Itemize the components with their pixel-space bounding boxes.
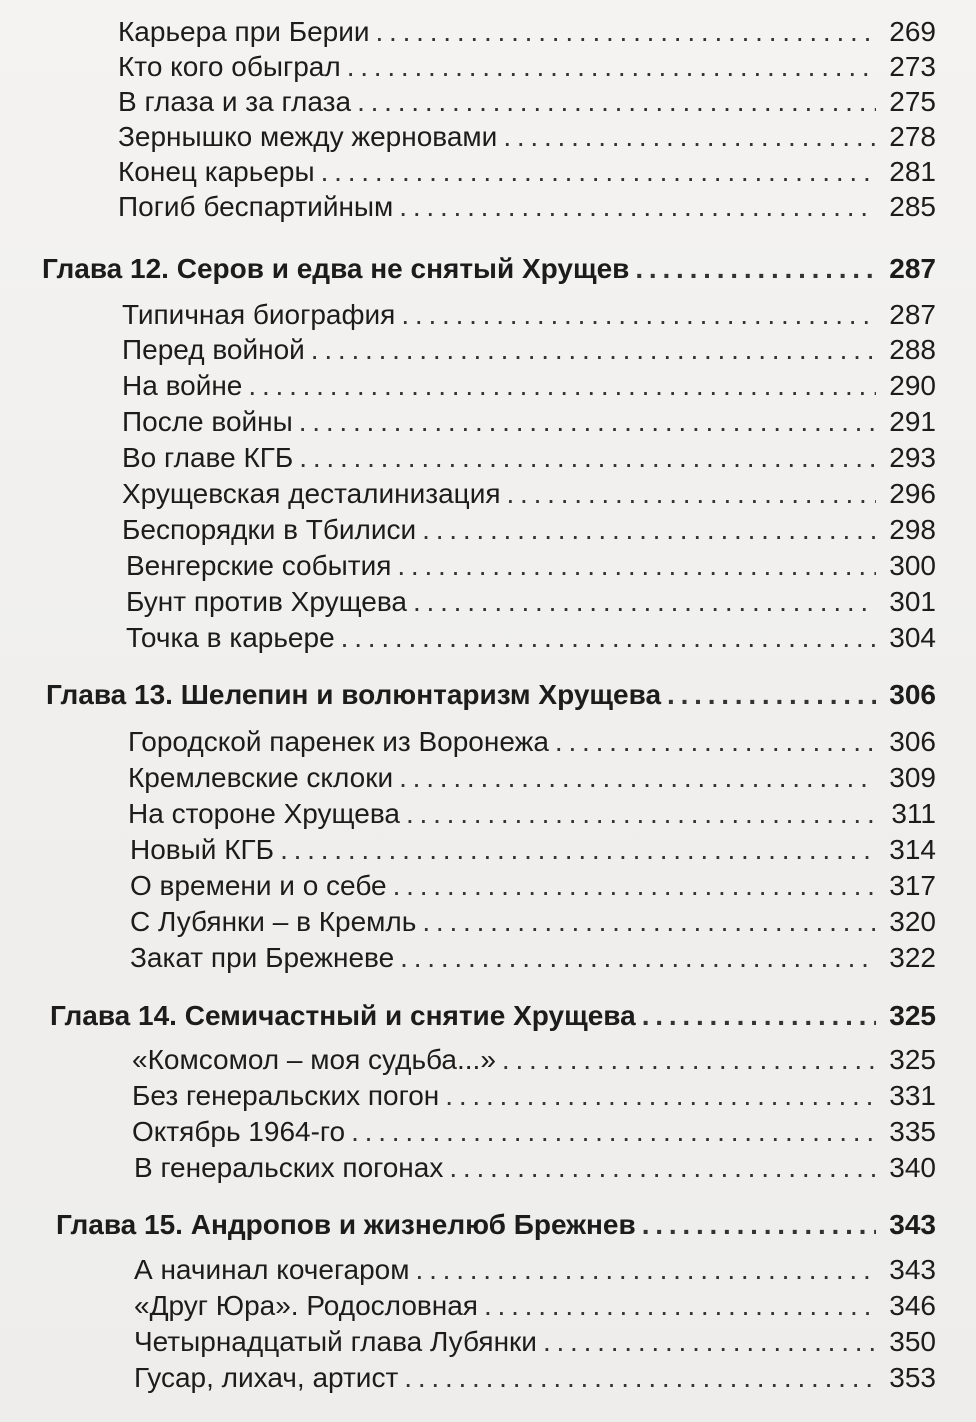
page-number: 340 [889,1152,936,1183]
toc-entry-row [118,86,936,118]
toc-entry-row [130,942,936,974]
page-number: 353 [889,1362,936,1393]
toc-entry-row [118,121,936,153]
dot-leader [422,906,876,938]
chapter-title: Глава 13. Шелепин и волюнтаризм Хрущева [46,679,662,710]
dot-leader [280,834,876,866]
page-number: 291 [889,406,936,437]
dot-leader [393,870,876,902]
toc-entry-row [126,586,936,618]
entry-title: В глаза и за глаза [118,86,352,117]
toc-entry-row [126,622,936,654]
toc-chapter-row [50,1000,936,1032]
dot-leader [543,1326,876,1358]
chapter-title: Глава 14. Семичастный и снятие Хрущева [50,1000,636,1031]
entry-title: Хрущевская десталинизация [122,478,501,509]
entry-title: После войны [122,406,293,437]
entry-title: Во главе КГБ [122,442,294,473]
toc-entry-row [134,1290,936,1322]
page-number: 322 [889,942,936,973]
page-number: 301 [889,586,936,617]
entry-title: Четырнадцатый глава Лубянки [134,1326,537,1357]
toc-entry-row [128,762,936,794]
entry-title: Бунт против Хрущева [126,586,407,617]
dot-leader [555,726,876,758]
page-number: 287 [889,299,936,330]
entry-title: А начинал кочегаром [134,1254,410,1285]
entry-title: На войне [122,370,243,401]
toc-entry-row [118,156,936,188]
page-number: 343 [889,1209,936,1240]
dot-leader [311,334,876,366]
toc-entry-row [126,550,936,582]
entry-title: Закат при Брежневе [130,942,395,973]
toc-entry-row [130,834,936,866]
toc-entry-row [122,478,936,510]
dot-leader [401,299,876,331]
page-number: 317 [889,870,936,901]
toc-entry-row [128,798,936,830]
page-number: 346 [889,1290,936,1321]
entry-title: Точка в карьере [126,622,335,653]
entry-title: Зернышко между жерновами [118,121,498,152]
page-number: 343 [889,1254,936,1285]
chapter-title: Глава 12. Серов и едва не снятый Хрущев [42,253,630,284]
toc-chapter-row [46,679,936,711]
dot-leader [357,86,876,118]
dot-leader [667,679,876,711]
dot-leader [445,1080,876,1112]
page-number: 314 [889,834,936,865]
dot-leader [397,550,876,582]
page-number: 275 [889,86,936,117]
dot-leader [413,586,876,618]
page-number: 278 [889,121,936,152]
dot-leader [341,622,876,654]
page-number: 350 [889,1326,936,1357]
toc-entry-row [122,442,936,474]
page-number: 306 [889,726,936,757]
entry-title: Венгерские события [126,550,392,581]
dot-leader [642,1209,876,1241]
entry-title: Беспорядки в Тбилиси [122,514,417,545]
dot-leader [416,1254,876,1286]
dot-leader [400,942,876,974]
toc-entry-row [128,726,936,758]
page-number: 309 [889,762,936,793]
page-number: 325 [889,1044,936,1075]
dot-leader [248,370,876,402]
toc-entry-row [118,191,936,223]
page-number: 296 [889,478,936,509]
toc-entry-row [122,514,936,546]
toc-entry-row [122,406,936,438]
page-number: 335 [889,1116,936,1147]
dot-leader [399,762,876,794]
toc-entry-row [122,334,936,366]
dot-leader [449,1152,876,1184]
dot-leader [503,121,876,153]
dot-leader [422,514,876,546]
page-number: 273 [889,51,936,82]
page-number: 320 [889,906,936,937]
page-number: 285 [889,191,936,222]
entry-title: Октябрь 1964-го [132,1116,346,1147]
dot-leader [502,1044,876,1076]
dot-leader [321,156,876,188]
dot-leader [406,798,876,830]
entry-title: Карьера при Берии [118,16,370,47]
page-number: 281 [889,156,936,187]
toc-entry-row [118,16,936,48]
entry-title: На стороне Хрущева [128,798,400,829]
page-number: 269 [889,16,936,47]
toc-entry-row [132,1080,936,1112]
page-number: 298 [889,514,936,545]
entry-title: Городской паренек из Воронежа [128,726,549,757]
toc-entry-row [134,1326,936,1358]
entry-title: Кремлевские склоки [128,762,394,793]
dot-leader [351,1116,876,1148]
toc-entry-row [122,370,936,402]
page-number: 331 [889,1080,936,1111]
dot-leader [347,51,876,83]
entry-title: Кто кого обыграл [118,51,341,82]
toc-entry-row [122,299,936,331]
entry-title: В генеральских погонах [134,1152,444,1183]
page-number: 325 [889,1000,936,1031]
toc-chapter-row [56,1209,936,1241]
toc-entry-row [130,906,936,938]
page-number: 288 [889,334,936,365]
toc-chapter-row [42,253,936,285]
dot-leader [404,1362,876,1394]
page-number: 290 [889,370,936,401]
page-number: 304 [889,622,936,653]
page-number: 300 [889,550,936,581]
toc-entry-row [130,870,936,902]
entry-title: Перед войной [122,334,305,365]
dot-leader [399,191,876,223]
entry-title: О времени и о себе [130,870,387,901]
page-number: 311 [891,798,936,829]
chapter-title: Глава 15. Андропов и жизнелюб Брежнев [56,1209,636,1240]
entry-title: С Лубянки – в Кремль [130,906,417,937]
page-number: 306 [889,679,936,710]
entry-title: «Друг Юра». Родословная [134,1290,478,1321]
entry-title: Погиб беспартийным [118,191,394,222]
entry-title: «Комсомол – моя судьба...» [132,1044,496,1075]
dot-leader [376,16,877,48]
toc-entry-row [134,1152,936,1184]
toc-entry-row [134,1362,936,1394]
toc-entry-row [132,1044,936,1076]
toc-entry-row [132,1116,936,1148]
dot-leader [299,406,876,438]
entry-title: Конец карьеры [118,156,315,187]
dot-leader [484,1290,876,1322]
toc-entry-row [118,51,936,83]
dot-leader [635,253,876,285]
page-number: 287 [889,253,936,284]
entry-title: Без генеральских погон [132,1080,440,1111]
dot-leader [642,1000,876,1032]
entry-title: Типичная биография [122,299,396,330]
page-number: 293 [889,442,936,473]
dot-leader [299,442,876,474]
dot-leader [507,478,877,510]
entry-title: Гусар, лихач, артист [134,1362,399,1393]
entry-title: Новый КГБ [130,834,275,865]
toc-entry-row [134,1254,936,1286]
